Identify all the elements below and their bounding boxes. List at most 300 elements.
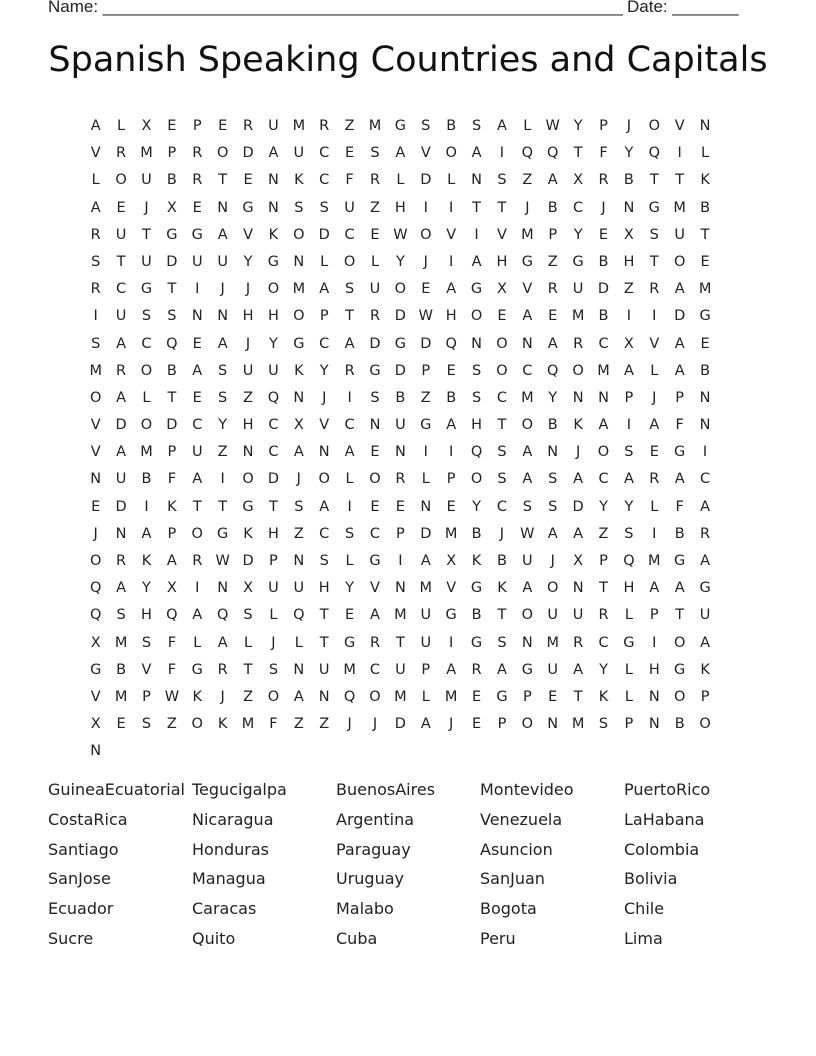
grid-letter: J (296, 471, 301, 488)
grid-letter: D (394, 716, 406, 733)
grid-letter: L (447, 172, 456, 189)
grid-letter: X (573, 553, 584, 569)
grid-letter: D (572, 498, 584, 515)
grid-letter: U (344, 199, 355, 216)
grid-letter: A (522, 580, 533, 597)
word-list-item: Cuba (336, 928, 378, 948)
grid-letter: A (547, 172, 558, 189)
grid-letter: K (294, 362, 304, 379)
grid-letter: I (626, 417, 632, 434)
grid-letter: A (674, 335, 685, 352)
grid-letter: G (166, 226, 178, 243)
grid-letter: E (370, 498, 380, 515)
grid-letter: D (166, 253, 178, 270)
grid-letter: E (91, 498, 101, 515)
grid-letter: S (116, 607, 126, 624)
grid-letter: A (420, 553, 431, 569)
grid-letter: K (268, 226, 279, 243)
grid-letter: O (267, 281, 280, 298)
grid-letter: C (573, 199, 584, 216)
grid-letter: R (116, 145, 127, 162)
grid-letter: S (370, 145, 380, 162)
grid-letter: A (471, 253, 482, 270)
grid-letter: X (446, 553, 457, 569)
grid-letter: T (497, 417, 507, 434)
grid-letter: B (166, 172, 177, 189)
grid-letter: X (141, 118, 152, 134)
grid-letter: X (90, 634, 101, 651)
grid-letter: G (420, 417, 432, 434)
grid-letter: W (418, 308, 433, 325)
grid-letter: P (675, 389, 685, 406)
grid-letter: Q (166, 607, 178, 624)
grid-letter: E (345, 145, 355, 162)
grid-letter: H (267, 308, 279, 325)
grid-letter: C (319, 525, 330, 542)
grid-letter: O (572, 362, 584, 379)
grid-letter: Z (420, 389, 431, 406)
grid-letter: B (674, 525, 685, 542)
grid-letter: E (446, 362, 456, 379)
grid-letter: M (394, 607, 407, 624)
grid-letter: Y (243, 253, 253, 270)
grid-letter: S (268, 661, 279, 678)
grid-letter: P (624, 716, 634, 733)
grid-letter: X (90, 716, 101, 733)
grid-letter: P (599, 118, 608, 134)
grid-letter: Z (370, 199, 380, 216)
grid-letter: R (192, 172, 203, 189)
grid-letter: U (141, 253, 152, 270)
grid-letter: C (319, 335, 330, 352)
grid-letter: C (319, 145, 330, 162)
grid-letter: U (115, 471, 127, 488)
word-list-item: SanJose (48, 869, 111, 889)
grid-letter: H (445, 308, 457, 325)
grid-letter: O (369, 688, 381, 705)
grid-letter: S (218, 362, 228, 379)
word-list-item: Bogota (480, 899, 537, 919)
grid-letter: T (269, 498, 278, 515)
grid-letter: J (347, 716, 352, 733)
grid-letter: P (649, 607, 659, 624)
name-field-label: Name: _______________________________________________________ (48, 0, 623, 16)
grid-letter: T (573, 145, 583, 162)
grid-letter: B (471, 525, 482, 542)
grid-letter: B (471, 607, 482, 624)
grid-letter: U (268, 580, 279, 597)
grid-letter: A (700, 498, 711, 515)
grid-letter: I (449, 199, 454, 216)
grid-letter: V (446, 226, 457, 243)
grid-letter: B (700, 362, 711, 379)
grid-letter: A (573, 525, 584, 542)
grid-letter: E (192, 335, 202, 352)
grid-letter: L (624, 688, 633, 705)
grid-letter: A (446, 417, 457, 434)
grid-letter: D (318, 226, 330, 243)
grid-letter: I (347, 498, 352, 515)
grid-letter: U (395, 417, 406, 434)
grid-letter: C (192, 417, 203, 434)
grid-letter: K (700, 172, 710, 189)
grid-letter: C (369, 525, 381, 542)
grid-letter: C (116, 281, 127, 298)
grid-letter: T (192, 498, 202, 515)
grid-letter: D (242, 553, 254, 569)
grid-letter: A (522, 308, 533, 325)
grid-letter: U (572, 607, 584, 624)
grid-letter: S (141, 308, 152, 325)
grid-letter: N (648, 688, 660, 705)
grid-letter: C (344, 226, 355, 243)
grid-letter: M (114, 634, 128, 651)
grid-letter: P (599, 553, 608, 569)
grid-letter: I (652, 634, 657, 651)
grid-letter: V (522, 281, 533, 298)
grid-letter: V (90, 145, 101, 162)
grid-letter: B (395, 389, 406, 406)
grid-letter: B (141, 471, 152, 488)
grid-letter: R (649, 471, 660, 488)
grid-letter: E (700, 253, 710, 270)
grid-letter: A (700, 553, 711, 569)
grid-letter: V (90, 688, 101, 705)
grid-letter: A (166, 553, 177, 569)
grid-letter: A (268, 145, 279, 162)
grid-letter: C (141, 335, 152, 352)
grid-letter: O (242, 471, 254, 488)
grid-letter: J (372, 716, 378, 733)
grid-letter: O (343, 253, 356, 270)
grid-letter: U (699, 607, 711, 624)
grid-letter: R (573, 634, 584, 651)
grid-letter: E (243, 172, 253, 189)
grid-letter: K (217, 716, 228, 733)
grid-letter: Y (548, 389, 558, 406)
grid-letter: G (242, 199, 254, 216)
grid-letter: S (141, 634, 152, 651)
grid-letter: U (547, 607, 559, 624)
grid-letter: G (496, 688, 508, 705)
grid-letter: G (623, 634, 635, 651)
word-list-item: SanJuan (480, 869, 545, 889)
grid-letter: O (673, 253, 686, 270)
grid-letter: J (499, 525, 505, 542)
word-list (48, 778, 768, 957)
word-list-item: BuenosAires (336, 780, 436, 799)
grid-letter: K (573, 417, 583, 434)
grid-letter: R (369, 308, 381, 325)
grid-letter: N (268, 172, 279, 189)
grid-letter: G (394, 118, 406, 134)
grid-letter: L (396, 172, 405, 189)
grid-letter: N (90, 471, 102, 488)
grid-letter: O (673, 634, 686, 651)
grid-letter: K (497, 580, 507, 597)
grid-letter: R (319, 118, 330, 134)
grid-letter: E (192, 199, 202, 216)
grid-letter: G (470, 281, 483, 298)
grid-letter: L (193, 634, 202, 651)
grid-letter: I (677, 145, 682, 162)
grid-letter: S (497, 444, 507, 461)
grid-letter: T (218, 172, 228, 189)
grid-letter: F (599, 145, 608, 162)
grid-letter: R (217, 661, 228, 678)
grid-letter: T (573, 688, 583, 705)
grid-letter: V (243, 226, 253, 243)
grid-letter: O (216, 145, 229, 162)
grid-letter: U (522, 553, 533, 569)
grid-letter: Y (395, 253, 405, 270)
grid-letter: D (394, 362, 406, 379)
grid-letter: T (243, 661, 253, 678)
grid-letter: R (573, 335, 584, 352)
grid-letter: J (93, 525, 98, 542)
grid-letter: X (166, 580, 177, 597)
word-list-item: Montevideo (480, 780, 574, 799)
grid-letter: S (91, 253, 101, 270)
grid-letter: G (674, 661, 686, 678)
grid-letter: M (114, 688, 128, 705)
grid-letter: M (521, 226, 534, 243)
grid-letter: O (521, 607, 534, 624)
grid-letter: O (89, 389, 102, 406)
grid-letter: Y (472, 498, 481, 515)
grid-letter: R (192, 145, 203, 162)
grid-letter: A (674, 281, 685, 298)
grid-letter: A (674, 471, 685, 488)
grid-letter: V (90, 444, 101, 461)
grid-letter: T (649, 172, 659, 189)
grid-letter: Y (218, 417, 228, 434)
grid-letter: D (394, 308, 406, 325)
grid-letter: D (115, 417, 127, 434)
grid-letter: U (242, 362, 254, 379)
grid-letter: N (369, 417, 381, 434)
grid-letter: Z (319, 716, 330, 733)
grid-letter: N (217, 580, 229, 597)
grid-letter: N (293, 389, 305, 406)
grid-letter: H (394, 199, 406, 216)
grid-letter: A (217, 634, 228, 651)
grid-letter: Y (319, 362, 329, 379)
grid-letter: G (699, 308, 711, 325)
grid-letter: G (90, 661, 102, 678)
grid-letter: J (575, 444, 581, 461)
grid-letter: N (572, 580, 584, 597)
grid-letter: A (293, 688, 304, 705)
grid-letter: B (446, 118, 457, 134)
grid-letter: A (293, 444, 304, 461)
grid-letter: V (649, 335, 660, 352)
grid-letter: A (344, 335, 355, 352)
grid-letter: S (598, 716, 609, 733)
grid-letter: A (573, 661, 584, 678)
grid-letter: X (496, 281, 507, 298)
grid-letter: K (243, 525, 253, 542)
grid-letter: G (674, 444, 686, 461)
grid-letter: G (293, 335, 305, 352)
grid-letter: N (699, 417, 711, 434)
grid-letter: A (344, 444, 355, 461)
grid-letter: P (269, 553, 278, 569)
grid-letter: Q (547, 362, 559, 379)
grid-letter: X (166, 199, 177, 216)
grid-letter: R (395, 471, 406, 488)
grid-letter: I (144, 498, 149, 515)
grid-letter: S (471, 389, 482, 406)
word-list-item: Honduras (192, 839, 269, 859)
grid-letter: J (220, 281, 225, 298)
grid-letter: C (700, 471, 711, 488)
grid-letter: N (217, 308, 229, 325)
grid-letter: G (191, 661, 203, 678)
grid-letter: G (470, 580, 483, 597)
grid-letter: L (294, 634, 303, 651)
grid-letter: O (470, 308, 483, 325)
grid-letter: N (521, 335, 533, 352)
grid-letter: G (267, 253, 280, 270)
grid-letter: O (445, 145, 457, 162)
grid-letter: Z (217, 444, 228, 461)
grid-letter: R (192, 553, 203, 569)
grid-letter: Z (623, 281, 634, 298)
grid-letter: G (140, 281, 153, 298)
grid-letter: V (319, 417, 330, 434)
grid-letter: K (192, 688, 203, 705)
grid-letter: E (370, 444, 380, 461)
grid-letter: O (521, 417, 534, 434)
word-list-item: Malabo (336, 899, 394, 919)
grid-letter: A (700, 634, 711, 651)
grid-letter: K (294, 172, 304, 189)
grid-letter: C (598, 471, 609, 488)
grid-letter: L (269, 607, 278, 624)
grid-letter: U (318, 661, 330, 678)
grid-letter: Y (573, 226, 583, 243)
grid-letter: A (319, 498, 330, 515)
grid-letter: L (117, 118, 126, 134)
grid-letter: H (471, 417, 482, 434)
grid-letter: E (548, 688, 558, 705)
grid-letter: S (497, 471, 507, 488)
grid-letter: T (218, 498, 228, 515)
grid-letter: O (140, 417, 153, 434)
word-list-item: Uruguay (336, 869, 404, 889)
grid-letter: O (597, 444, 610, 461)
grid-letter: Z (522, 172, 533, 189)
grid-letter: N (699, 389, 711, 406)
grid-letter: G (470, 634, 483, 651)
grid-letter: Z (166, 716, 177, 733)
grid-letter: M (394, 688, 407, 705)
grid-letter: E (446, 498, 456, 515)
grid-letter: L (701, 145, 710, 162)
grid-letter: R (547, 281, 558, 298)
grid-letter: U (217, 253, 228, 270)
grid-letter: R (369, 172, 381, 189)
grid-letter: T (675, 172, 685, 189)
grid-letter: W (545, 118, 560, 134)
grid-letter: H (267, 525, 279, 542)
grid-letter: L (142, 389, 151, 406)
grid-letter: S (471, 118, 482, 134)
grid-letter: S (522, 498, 532, 515)
grid-letter: U (674, 226, 685, 243)
grid-letter: A (116, 580, 127, 597)
grid-letter: B (598, 253, 609, 270)
grid-letter: A (420, 716, 431, 733)
grid-letter: Y (269, 335, 278, 352)
grid-letter: U (395, 661, 406, 678)
grid-letter: M (292, 281, 306, 298)
grid-letter: K (700, 661, 710, 678)
grid-letter: A (116, 444, 127, 461)
grid-letter: T (142, 226, 151, 243)
grid-letter: K (471, 553, 482, 569)
grid-letter: C (319, 172, 330, 189)
grid-letter: U (115, 308, 127, 325)
grid-letter: E (598, 226, 609, 243)
grid-letter: Q (89, 607, 102, 624)
grid-letter: G (242, 498, 254, 515)
grid-letter: P (396, 525, 405, 542)
grid-letter: L (345, 553, 354, 569)
grid-letter: A (192, 607, 203, 624)
grid-letter: N (547, 716, 559, 733)
grid-letter: N (623, 199, 635, 216)
date-field-label: Date: _______ (627, 0, 739, 16)
grid-letter: M (597, 362, 610, 379)
grid-letter: I (702, 444, 708, 461)
grid-letter: Y (345, 580, 355, 597)
grid-letter: D (674, 308, 686, 325)
grid-letter: O (420, 226, 432, 243)
word-list-item: CostaRica (48, 809, 128, 829)
grid-letter: X (293, 417, 304, 434)
grid-letter: O (699, 716, 711, 733)
grid-letter: I (398, 553, 403, 569)
grid-letter: P (142, 688, 151, 705)
grid-letter: Z (344, 118, 355, 134)
grid-letter: I (626, 308, 632, 325)
grid-letter: N (394, 580, 406, 597)
grid-letter: D (597, 281, 610, 298)
grid-letter: Z (598, 525, 609, 542)
grid-letter: V (141, 661, 152, 678)
grid-letter: M (444, 688, 458, 705)
grid-letter: R (116, 362, 127, 379)
grid-letter: E (395, 498, 405, 515)
grid-letter: V (90, 417, 101, 434)
grid-letter: S (624, 525, 634, 542)
grid-letter: Q (343, 688, 356, 705)
word-list-item: Asuncion (480, 839, 553, 859)
grid-letter: U (420, 607, 432, 624)
grid-letter: G (369, 553, 381, 569)
grid-letter: L (345, 471, 354, 488)
grid-letter: O (547, 580, 559, 597)
grid-letter: G (394, 335, 406, 352)
grid-letter: Q (216, 607, 229, 624)
grid-letter: K (141, 553, 152, 569)
word-list-item: Managua (192, 869, 266, 889)
grid-letter: D (420, 172, 432, 189)
grid-letter: U (420, 634, 432, 651)
grid-letter: L (523, 118, 532, 134)
